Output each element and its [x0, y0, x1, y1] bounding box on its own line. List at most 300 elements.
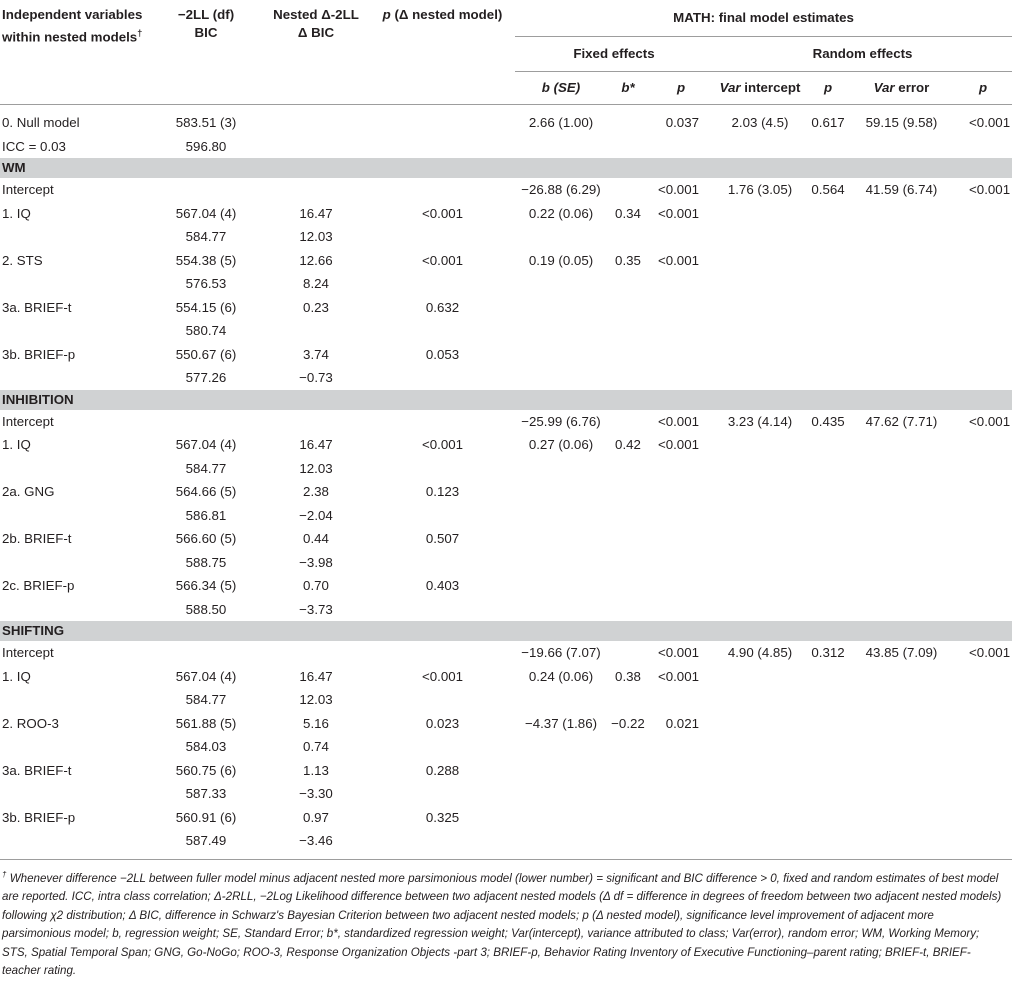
cell-b-star [607, 178, 649, 202]
cell-p-fixed: <0.001 [657, 413, 699, 429]
header-p-fixed: p [649, 72, 713, 105]
cell-p-fixed [649, 366, 713, 390]
cell-b-se: 0.24 (0.06) [528, 668, 594, 684]
cell-var-intercept [713, 665, 807, 689]
header-independent-variables: Independent variables within nested models† [0, 0, 150, 105]
cell-ll-bic: 586.81 [185, 507, 227, 523]
cell-b-se: 0.19 (0.05) [528, 252, 594, 268]
cell-b-se [515, 551, 607, 575]
table-row [0, 202, 1012, 226]
cell-p-error: <0.001 [969, 115, 1011, 130]
cell-b-star: 0.34 [615, 205, 641, 221]
cell-p-intercept: 0.435 [811, 413, 845, 429]
cell-p-intercept [807, 551, 849, 575]
cell-nested-delta: 0.97 [303, 809, 329, 825]
cell-variable: 1. IQ [2, 205, 31, 221]
cell-nested-delta [262, 319, 370, 343]
cell-p-nested: <0.001 [421, 437, 464, 452]
cell-b-se [515, 296, 607, 320]
table-row [0, 712, 1012, 736]
cell-variable: ICC = 0.03 [2, 138, 66, 154]
cell-nested-delta: 0.70 [303, 578, 329, 593]
table-row [0, 225, 1012, 249]
cell-p-intercept [807, 712, 849, 736]
table-row [0, 296, 1012, 320]
cell-nested-delta: 8.24 [303, 276, 329, 291]
cell-p-nested: <0.001 [421, 205, 464, 221]
cell-nested-delta: 16.47 [299, 437, 333, 452]
cell-p-error [954, 688, 1012, 712]
cell-nested-delta: 0.44 [303, 531, 329, 546]
cell-p-intercept [807, 343, 849, 367]
cell-var-intercept [713, 504, 807, 528]
cell-b-star [607, 551, 649, 575]
cell-nested-delta: 12.66 [299, 252, 333, 268]
table-row [0, 551, 1012, 575]
cell-p-intercept [807, 296, 849, 320]
section-title: INHIBITION [0, 390, 1012, 410]
cell-b-star [607, 272, 649, 296]
cell-var-error [849, 366, 954, 390]
cell-p-intercept [807, 272, 849, 296]
cell-p-error [954, 202, 1012, 226]
cell-ll-bic: 587.33 [185, 786, 227, 801]
cell-b-se [515, 806, 607, 830]
cell-p-fixed [649, 829, 713, 853]
cell-nested-delta [262, 178, 370, 202]
cell-p-nested: 0.403 [425, 578, 460, 593]
cell-p-nested [370, 504, 515, 528]
header-math-estimates: MATH: final model estimates [515, 0, 1012, 37]
cell-p-error [954, 433, 1012, 457]
cell-nested-delta: 2.38 [303, 484, 329, 499]
header-b-star: b* [607, 72, 649, 105]
table-row [0, 480, 1012, 504]
cell-ll-bic: 554.38 (5) [175, 252, 237, 268]
cell-var-intercept [713, 457, 807, 481]
cell-p-nested [370, 272, 515, 296]
cell-ll-bic: 566.34 (5) [175, 578, 237, 593]
cell-p-error [954, 296, 1012, 320]
cell-p-fixed [649, 806, 713, 830]
cell-b-se [515, 366, 607, 390]
cell-nested-delta: 0.23 [303, 299, 329, 315]
cell-var-intercept [713, 135, 807, 159]
cell-variable [0, 504, 150, 528]
table-row [0, 135, 1012, 159]
header-var-error: Var error [849, 72, 954, 105]
cell-ll-bic: 584.77 [185, 460, 227, 476]
cell-var-intercept [713, 806, 807, 830]
cell-p-error [954, 806, 1012, 830]
cell-variable: 2. ROO-3 [2, 715, 59, 731]
cell-p-error: <0.001 [969, 413, 1011, 429]
cell-p-fixed: <0.001 [657, 205, 699, 221]
cell-nested-delta [262, 111, 370, 135]
cell-b-star: 0.42 [615, 437, 641, 452]
cell-p-nested [370, 111, 515, 135]
cell-var-intercept [713, 782, 807, 806]
cell-variable [0, 598, 150, 622]
cell-p-intercept [807, 433, 849, 457]
cell-b-se [515, 782, 607, 806]
cell-var-intercept [713, 574, 807, 598]
cell-nested-delta: −3.98 [299, 554, 333, 570]
cell-p-intercept [807, 735, 849, 759]
table-footnote: † Whenever difference −2LL between fuller model minus adjacent nested more parsimonious model (lower number) = significant and BIC difference > 0, fixed and random estimates of best model are reported. ICC, intra class correlation; Δ-2RLL, −2Log Likelihood difference between two adjacent nested models (Δ df = difference in degrees of freedom between two adjacent nested models) following χ2 distribution; Δ BIC, difference in Schwarz's Bayesian Criterion between two adjacent nested models; p (Δ nested model), significance level improvement of adjacent more parsimonious model; b, regression weight; SE, Standard Error; b*, standardized regression weight; Var(intercept), variance attributed to class; Var(error), random error; WM, Working Memory; STS, Spatial Temporal Span; GNG, Go-NoGo; ROO-3, Response Organization Objects -part 3; BRIEF-p, Behavior Rating Inventory of Executive Functioning–parent rating; BRIEF-t, BRIEF-teacher rating. [0, 859, 1012, 981]
cell-var-intercept [713, 319, 807, 343]
cell-b-star [607, 296, 649, 320]
cell-p-fixed [649, 343, 713, 367]
cell-variable: 1. IQ [2, 668, 31, 684]
cell-variable [0, 829, 150, 853]
cell-p-error [954, 343, 1012, 367]
cell-var-intercept: 2.03 (4.5) [731, 115, 789, 130]
cell-p-fixed [649, 782, 713, 806]
cell-variable: Intercept [2, 413, 54, 429]
cell-p-intercept: 0.312 [811, 645, 845, 660]
cell-p-error [954, 759, 1012, 783]
cell-p-nested [370, 178, 515, 202]
table-row [0, 527, 1012, 551]
cell-var-intercept: 4.90 (4.85) [727, 645, 793, 660]
cell-p-intercept [807, 504, 849, 528]
cell-variable [0, 782, 150, 806]
cell-p-error [954, 574, 1012, 598]
cell-ll-bic: 560.75 (6) [175, 762, 237, 778]
cell-variable [0, 735, 150, 759]
cell-p-intercept: 0.564 [811, 182, 845, 197]
cell-var-error [849, 296, 954, 320]
cell-p-intercept [807, 249, 849, 273]
cell-p-nested [370, 551, 515, 575]
cell-var-error [849, 806, 954, 830]
table-row [0, 410, 1012, 434]
cell-var-error [849, 829, 954, 853]
cell-var-intercept [713, 527, 807, 551]
table-row [0, 272, 1012, 296]
cell-variable [0, 457, 150, 481]
table-row [0, 688, 1012, 712]
cell-p-intercept: 0.617 [811, 115, 845, 130]
table-row [0, 759, 1012, 783]
cell-variable: 1. IQ [2, 437, 31, 452]
cell-var-error [849, 688, 954, 712]
cell-p-nested: <0.001 [421, 668, 464, 684]
cell-nested-delta [262, 641, 370, 665]
cell-p-nested [370, 135, 515, 159]
cell-p-intercept [807, 665, 849, 689]
cell-nested-delta [262, 135, 370, 159]
cell-p-fixed: <0.001 [657, 252, 699, 268]
cell-ll-bic: 584.77 [185, 229, 227, 244]
cell-b-star [607, 225, 649, 249]
cell-p-fixed [649, 457, 713, 481]
cell-p-nested: <0.001 [421, 252, 464, 268]
table-row [0, 178, 1012, 202]
cell-p-intercept [807, 829, 849, 853]
cell-b-se: 2.66 (1.00) [528, 115, 594, 130]
cell-b-star [607, 527, 649, 551]
cell-b-star: 0.38 [615, 668, 641, 684]
cell-var-intercept: 1.76 (3.05) [727, 182, 793, 197]
cell-p-error [954, 225, 1012, 249]
cell-p-error [954, 735, 1012, 759]
header-var-intercept: Var intercept [713, 72, 807, 105]
header-nested-delta: Nested Δ-2LL Δ BIC [262, 0, 370, 105]
cell-b-se [515, 504, 607, 528]
cell-nested-delta: 16.47 [299, 668, 333, 684]
cell-var-intercept [713, 598, 807, 622]
cell-var-error [849, 527, 954, 551]
cell-b-star [607, 782, 649, 806]
cell-variable [0, 225, 150, 249]
cell-variable: 3a. BRIEF-t [2, 762, 72, 778]
cell-p-error [954, 527, 1012, 551]
table-row [0, 829, 1012, 853]
cell-ll-bic: 561.88 (5) [175, 715, 237, 731]
cell-b-star [607, 111, 649, 135]
cell-variable: Intercept [2, 182, 54, 197]
cell-b-star [607, 759, 649, 783]
cell-p-nested: 0.507 [425, 531, 460, 546]
cell-var-intercept [713, 688, 807, 712]
cell-p-error [954, 551, 1012, 575]
cell-b-star [607, 688, 649, 712]
cell-b-se [515, 759, 607, 783]
cell-b-star [607, 135, 649, 159]
cell-var-intercept [713, 272, 807, 296]
cell-p-nested: 0.023 [425, 715, 460, 731]
cell-var-error: 41.59 (6.74) [865, 182, 938, 197]
cell-p-fixed [649, 225, 713, 249]
cell-b-se [515, 457, 607, 481]
table-row [0, 665, 1012, 689]
cell-ll-bic: 566.60 (5) [175, 531, 237, 546]
cell-p-intercept [807, 782, 849, 806]
cell-b-star [607, 829, 649, 853]
cell-var-intercept [713, 735, 807, 759]
header-fixed-effects: Fixed effects [515, 37, 713, 72]
cell-p-intercept [807, 527, 849, 551]
cell-var-error [849, 343, 954, 367]
cell-var-intercept [713, 551, 807, 575]
cell-p-error [954, 712, 1012, 736]
cell-variable: 2a. GNG [2, 484, 55, 499]
cell-b-se: 0.22 (0.06) [528, 205, 594, 221]
cell-var-error [849, 551, 954, 575]
cell-var-error [849, 319, 954, 343]
header-ll-bic: −2LL (df) BIC [150, 0, 262, 105]
cell-b-se [515, 272, 607, 296]
cell-b-star: −0.22 [611, 715, 645, 731]
cell-nested-delta: 0.74 [303, 739, 329, 754]
cell-var-error [849, 480, 954, 504]
cell-p-error [954, 829, 1012, 853]
cell-variable [0, 272, 150, 296]
cell-p-intercept [807, 319, 849, 343]
cell-p-nested [370, 319, 515, 343]
cell-var-intercept [713, 225, 807, 249]
cell-nested-delta: −3.30 [299, 786, 333, 801]
cell-b-se [515, 343, 607, 367]
cell-b-se [515, 574, 607, 598]
table-row [0, 598, 1012, 622]
cell-nested-delta: 12.03 [299, 229, 333, 244]
cell-p-fixed [649, 480, 713, 504]
cell-var-error [849, 249, 954, 273]
cell-var-intercept [713, 480, 807, 504]
cell-ll-bic: 554.15 (6) [175, 299, 237, 315]
cell-b-star [607, 343, 649, 367]
cell-var-intercept [713, 433, 807, 457]
cell-nested-delta: 3.74 [303, 346, 329, 362]
cell-ll-bic: 577.26 [185, 370, 227, 385]
cell-var-error: 43.85 (7.09) [865, 645, 938, 660]
cell-var-error [849, 665, 954, 689]
cell-ll-bic: 567.04 (4) [175, 668, 237, 684]
cell-var-error [849, 457, 954, 481]
cell-var-error [849, 433, 954, 457]
header-random-effects: Random effects [713, 37, 1012, 72]
cell-p-fixed: <0.001 [657, 182, 699, 197]
cell-p-error [954, 665, 1012, 689]
cell-variable: 3b. BRIEF-p [2, 346, 76, 362]
cell-b-se [515, 829, 607, 853]
cell-nested-delta: 5.16 [303, 715, 329, 731]
table-row [0, 366, 1012, 390]
cell-var-error [849, 782, 954, 806]
cell-p-intercept [807, 366, 849, 390]
cell-b-se [515, 319, 607, 343]
cell-b-star [607, 806, 649, 830]
cell-p-nested [370, 366, 515, 390]
cell-p-intercept [807, 202, 849, 226]
cell-var-error: 59.15 (9.58) [865, 115, 938, 130]
table-header [0, 0, 1012, 105]
cell-ll-bic: 587.49 [185, 833, 227, 848]
cell-b-star [607, 410, 649, 434]
section-title: SHIFTING [0, 621, 1012, 641]
cell-p-nested [370, 641, 515, 665]
cell-var-error [849, 135, 954, 159]
cell-ll-bic [150, 410, 262, 434]
cell-p-intercept [807, 480, 849, 504]
cell-p-nested [370, 782, 515, 806]
table-row [0, 457, 1012, 481]
cell-ll-bic: 588.75 [185, 554, 227, 570]
cell-ll-bic: 550.67 (6) [175, 346, 237, 362]
cell-p-fixed [649, 272, 713, 296]
cell-ll-bic: 588.50 [185, 601, 227, 617]
cell-b-se [515, 735, 607, 759]
cell-ll-bic: 560.91 (6) [175, 809, 237, 825]
cell-p-nested [370, 688, 515, 712]
cell-p-nested [370, 829, 515, 853]
cell-ll-bic: 580.74 [185, 323, 227, 338]
cell-p-fixed [649, 551, 713, 575]
cell-b-star [607, 641, 649, 665]
cell-p-fixed: <0.001 [657, 437, 699, 452]
cell-p-fixed [649, 759, 713, 783]
cell-p-nested: 0.325 [425, 809, 460, 825]
cell-ll-bic [150, 178, 262, 202]
cell-p-intercept [807, 806, 849, 830]
table-row [0, 343, 1012, 367]
cell-p-error [954, 504, 1012, 528]
cell-p-fixed [649, 527, 713, 551]
cell-p-fixed [649, 319, 713, 343]
cell-var-intercept: 3.23 (4.14) [727, 413, 793, 429]
cell-b-star [607, 319, 649, 343]
cell-ll-bic: 596.80 [185, 138, 227, 154]
cell-ll-bic: 567.04 (4) [175, 205, 237, 221]
cell-var-error [849, 272, 954, 296]
cell-variable [0, 366, 150, 390]
cell-b-star [607, 598, 649, 622]
cell-var-error [849, 759, 954, 783]
cell-p-nested [370, 457, 515, 481]
table-row [0, 641, 1012, 665]
table-row [0, 111, 1012, 135]
cell-p-error [954, 135, 1012, 159]
cell-nested-delta: −3.73 [299, 601, 333, 617]
cell-nested-delta: −2.04 [299, 507, 333, 523]
cell-var-intercept [713, 202, 807, 226]
cell-variable: 3b. BRIEF-p [2, 809, 76, 825]
cell-ll-bic [150, 641, 262, 665]
table-row [0, 782, 1012, 806]
cell-variable: 2c. BRIEF-p [2, 578, 75, 593]
cell-p-intercept [807, 598, 849, 622]
table-row [0, 249, 1012, 273]
cell-p-error [954, 319, 1012, 343]
cell-p-intercept [807, 225, 849, 249]
cell-p-fixed [649, 735, 713, 759]
cell-p-fixed [649, 574, 713, 598]
cell-p-error: <0.001 [969, 645, 1011, 660]
cell-p-intercept [807, 457, 849, 481]
cell-variable [0, 688, 150, 712]
cell-p-error [954, 480, 1012, 504]
cell-nested-delta: 1.13 [303, 762, 329, 778]
cell-variable: 0. Null model [2, 115, 80, 130]
cell-ll-bic: 564.66 (5) [175, 484, 237, 499]
cell-b-se: −25.99 (6.76) [521, 413, 601, 429]
cell-var-error [849, 574, 954, 598]
cell-ll-bic: 584.77 [185, 692, 227, 707]
cell-p-intercept [807, 759, 849, 783]
table-row [0, 504, 1012, 528]
cell-var-intercept [713, 829, 807, 853]
cell-p-fixed [649, 296, 713, 320]
cell-nested-delta: 16.47 [299, 205, 333, 221]
cell-p-error [954, 782, 1012, 806]
table-row [0, 806, 1012, 830]
table-row [0, 433, 1012, 457]
cell-variable: 2. STS [2, 252, 43, 268]
cell-b-star: 0.35 [615, 252, 641, 268]
cell-var-intercept [713, 296, 807, 320]
section-header-wm [0, 158, 1012, 178]
header-b-se: b (SE) [515, 72, 607, 105]
cell-b-se [515, 480, 607, 504]
header-p-intercept: p [807, 72, 849, 105]
cell-var-error [849, 225, 954, 249]
cell-p-fixed [649, 135, 713, 159]
cell-nested-delta: −3.46 [299, 833, 333, 848]
cell-b-se: −26.88 (6.29) [521, 182, 601, 197]
